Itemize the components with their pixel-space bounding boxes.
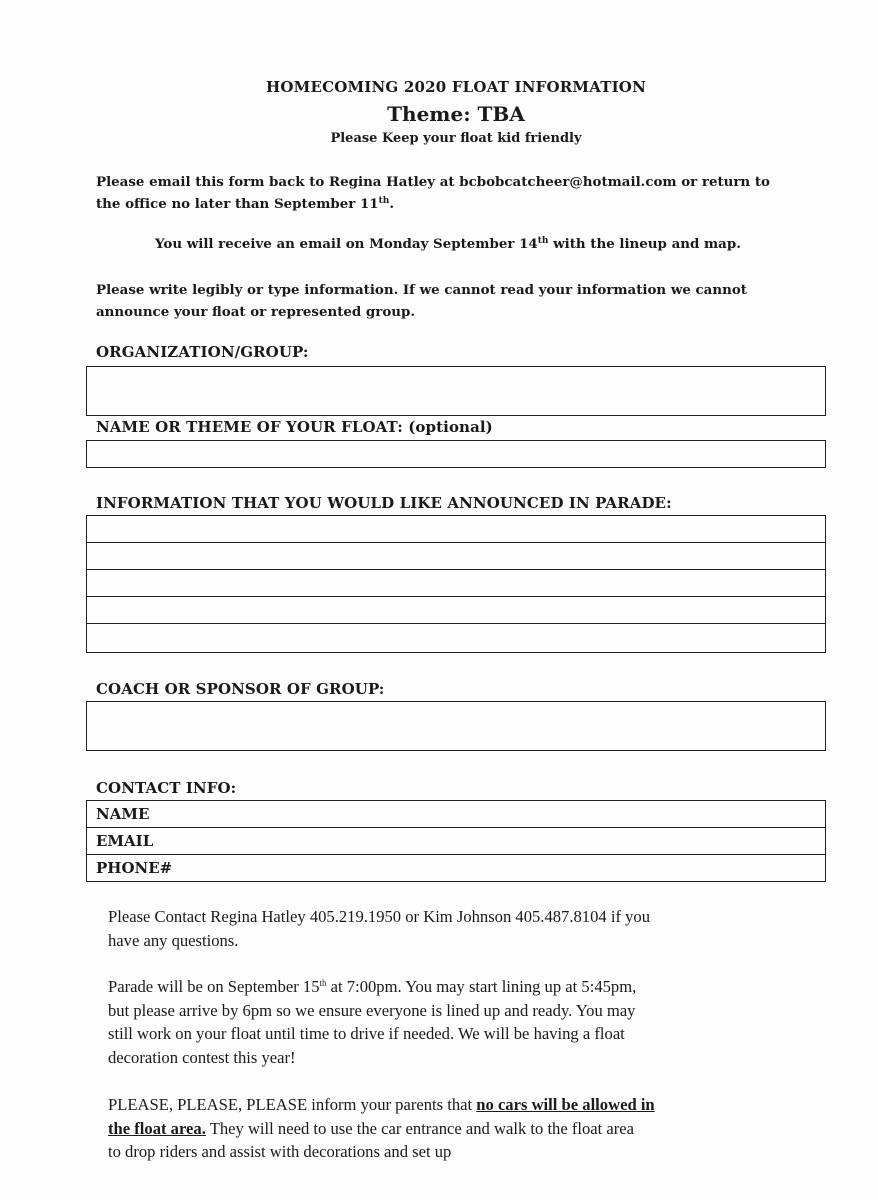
theme-line: Theme: TBA	[387, 102, 525, 126]
form-title: HOMECOMING 2020 FLOAT INFORMATION	[266, 78, 646, 96]
email-line2-sup: th	[378, 196, 390, 206]
subtitle: Please Keep your float kid friendly	[330, 131, 582, 146]
no-cars-emphasis: no cars will be allowed in	[476, 1095, 655, 1114]
parade-line1-text: Parade will be on September 15	[108, 977, 320, 996]
contact-email-row[interactable]	[86, 827, 826, 855]
questions-paragraph	[108, 905, 808, 952]
legibly-line2: announce your float or represented group.	[96, 304, 416, 320]
float-name-label: NAME OR THEME OF YOUR FLOAT: (optional)	[96, 418, 493, 436]
announce-label: INFORMATION THAT YOU WOULD LIKE ANNOUNCED IN PARADE:	[96, 494, 672, 512]
parade-line1	[108, 975, 808, 999]
coach-field[interactable]	[86, 701, 826, 751]
no-cars-line2	[108, 1117, 808, 1141]
receive-email-notice	[155, 233, 741, 255]
announce-line-1[interactable]	[86, 515, 826, 543]
contact-name-row[interactable]	[86, 800, 826, 828]
contact-email-label: EMAIL	[96, 832, 154, 850]
legibly-instruction	[96, 279, 816, 323]
announce-line-2[interactable]	[86, 542, 826, 570]
announce-line-4[interactable]	[86, 596, 826, 624]
parade-line2: but please arrive by 6pm so we ensure everyone is lined up and ready. You may	[108, 1000, 636, 1020]
receive-text: You will receive an email on Monday September 14	[155, 236, 538, 252]
parade-line1-end: at 7:00pm. You may start lining up at 5:45pm,	[326, 977, 637, 996]
coach-label: COACH OR SPONSOR OF GROUP:	[96, 680, 385, 698]
contact-info-label: CONTACT INFO:	[96, 779, 237, 797]
email-instruction-line2	[96, 193, 816, 215]
no-cars-line1	[108, 1093, 808, 1117]
questions-line1: Please Contact Regina Hatley 405.219.1950 or Kim Johnson 405.487.8104 if you	[108, 907, 651, 926]
announce-line-5[interactable]	[86, 623, 826, 653]
no-cars-line3: to drop riders and assist with decorations and set up	[108, 1142, 452, 1161]
email-instruction	[96, 171, 816, 215]
parade-line3: still work on your float until time to drive if needed. We will be having a float	[108, 1024, 625, 1043]
questions-line2: have any questions.	[108, 930, 239, 950]
float-name-field[interactable]	[86, 440, 826, 468]
parade-line1-sup: th	[319, 978, 327, 988]
contact-phone-row[interactable]	[86, 854, 826, 882]
receive-end: with the lineup and map.	[548, 236, 741, 252]
no-cars-line1-text: PLEASE, PLEASE, PLEASE inform your parents that	[108, 1095, 477, 1114]
contact-phone-label: PHONE#	[96, 859, 173, 877]
email-line2-text: the office no later than September 11	[96, 196, 379, 212]
no-cars-line2-text: They will need to use the car entrance and walk to the float area	[205, 1118, 635, 1138]
receive-sup: th	[537, 236, 549, 246]
float-area-emphasis: the float area.	[108, 1118, 206, 1138]
parade-paragraph	[108, 975, 808, 1069]
announce-line-3[interactable]	[86, 569, 826, 597]
organization-label: ORGANIZATION/GROUP:	[96, 343, 309, 361]
parade-line4: decoration contest this year!	[108, 1047, 296, 1067]
no-cars-paragraph	[108, 1093, 808, 1164]
organization-field[interactable]	[86, 366, 826, 416]
contact-name-label: NAME	[96, 805, 150, 823]
email-instruction-line1: Please email this form back to Regina Hatley at bcbobcatcheer@hotmail.com or return to	[96, 174, 770, 190]
legibly-line1: Please write legibly or type information. If we cannot read your information we cannot	[96, 282, 747, 298]
email-line2-end: .	[389, 196, 394, 212]
